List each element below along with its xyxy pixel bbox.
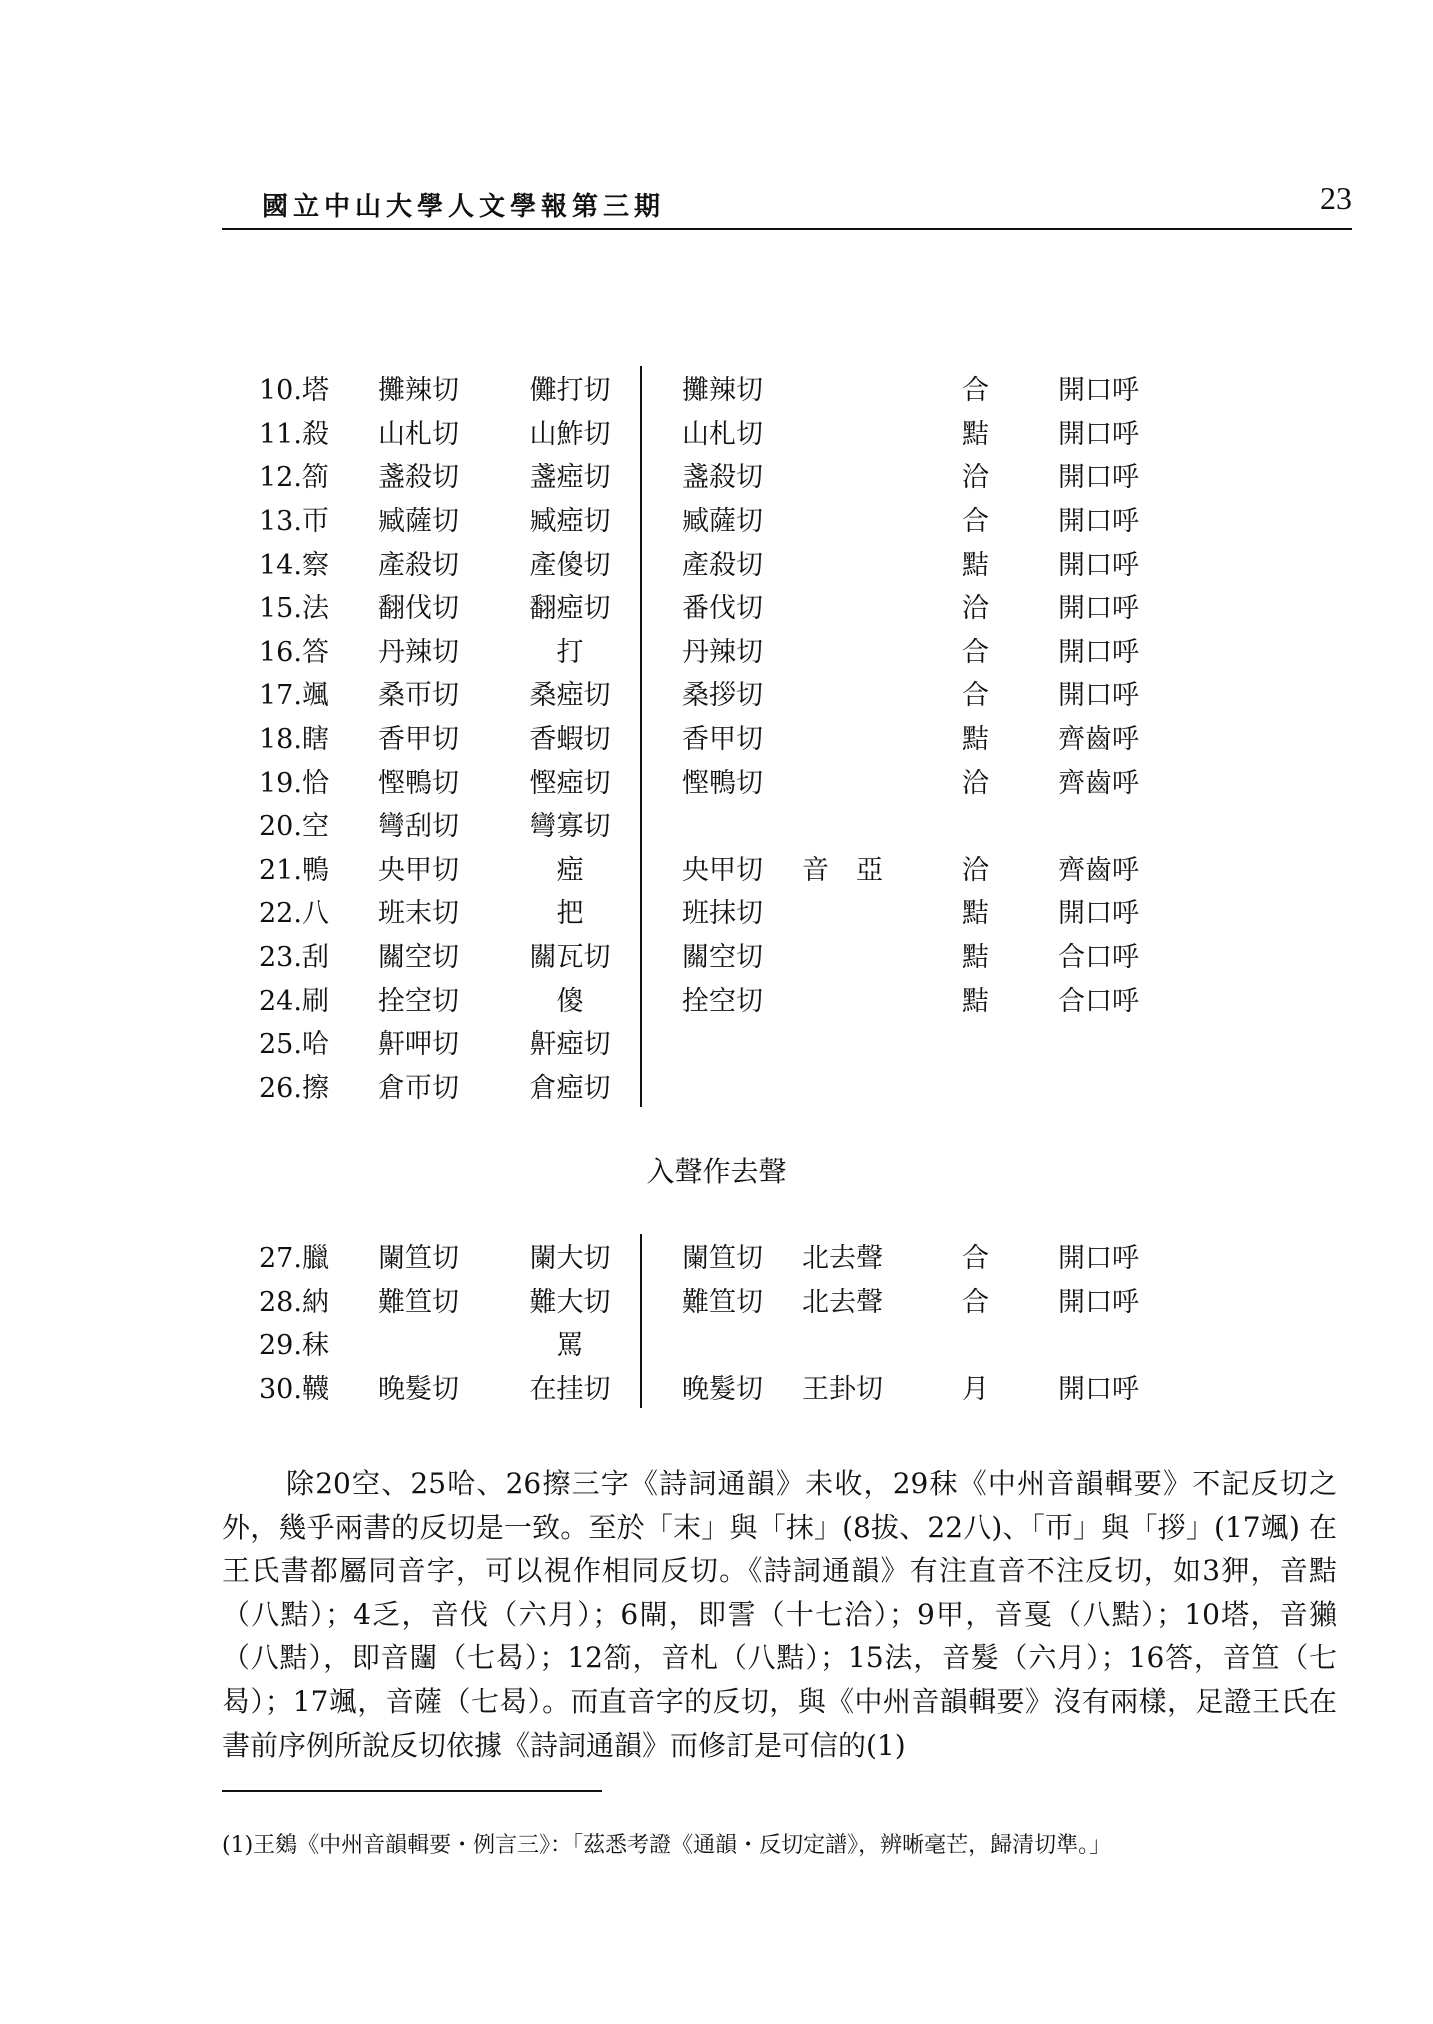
cell-note <box>802 1064 962 1108</box>
cell-no: 26.擦 <box>259 1072 329 1104</box>
cell-rhyme: 合 <box>962 1286 989 1318</box>
cell-wf: 臧薩切 <box>682 506 763 538</box>
cell-note <box>802 366 962 410</box>
cell-note <box>802 497 962 541</box>
cell-no: 25.哈 <box>259 1029 329 1061</box>
cell-wf: 香甲切 <box>682 724 763 756</box>
cell-wf <box>682 1064 802 1108</box>
cell-no: 21.鴨 <box>259 854 329 886</box>
cell-f2: 關瓦切 <box>496 933 641 977</box>
table-row <box>255 410 1198 454</box>
table-row <box>255 933 1198 977</box>
journal-title: 國立中山大學人文學報第三期 <box>262 192 666 222</box>
cell-f1: 慳鴨切 <box>378 767 459 799</box>
table-row <box>255 1278 1198 1322</box>
cell-no: 16.答 <box>259 636 329 668</box>
cell-no: 10.塔 <box>259 375 329 407</box>
cell-f2: 打 <box>496 628 641 672</box>
page-number: 23 <box>1320 180 1352 216</box>
column-gap <box>641 802 682 846</box>
cell-wf <box>682 1020 802 1064</box>
cell-hu: 開口呼 <box>1058 680 1139 712</box>
cell-f2: 罵 <box>496 1321 641 1365</box>
table-row <box>255 802 1198 846</box>
cell-rhyme: 洽 <box>962 767 989 799</box>
cell-rhyme: 合 <box>962 1243 989 1275</box>
column-gap <box>641 976 682 1020</box>
cell-no: 24.刷 <box>259 985 329 1017</box>
paragraph-text: 除20空、25哈、26擦三字《詩詞通韻》未收，29秣《中州音韻輯要》不記反切之外，幾乎兩書的反切是一致。至於「末」與「抹」(8拔、22八)、「帀」與「拶」(17颯) 在王氏書都屬同音字，可以視作相同反切。《詩詞通韻》有注直音不注反切，如3狎，音黠（八黠）；4乏，音伐（六月）；6閘，即霅（十七洽）；9甲，音戛（八黠）；10塔，音獺（八黠），即音闥（七曷）；12箚，音札（八黠）；15法，音髮（六月）；16答，音笪（七曷）；17颯，音薩（七曷）。而直音字的反切，與《中州音韻輯要》沒有兩樣，足證王氏在書前序例所說反切依據《詩詞通韻》而修訂是可信的(1) <box>222 1467 1337 1762</box>
cell-note: 音 亞 <box>802 854 883 886</box>
cell-f2: 桑瘂切 <box>496 671 641 715</box>
cell-wf <box>682 802 802 846</box>
cell-hu <box>1058 802 1198 846</box>
cell-no: 20.空 <box>259 811 329 843</box>
cell-hu: 開口呼 <box>1058 418 1139 450</box>
table-row <box>255 671 1198 715</box>
column-gap <box>641 1278 682 1322</box>
cell-rhyme: 黠 <box>962 985 989 1017</box>
cell-f1: 央甲切 <box>378 854 459 886</box>
cell-f1: 山札切 <box>378 418 459 450</box>
column-gap <box>641 758 682 802</box>
column-gap <box>641 410 682 454</box>
footnote-rule <box>222 1790 602 1792</box>
cell-rhyme <box>962 1064 1058 1108</box>
table-row <box>255 366 1198 410</box>
cell-wf: 產殺切 <box>682 549 763 581</box>
table-row <box>255 1365 1198 1409</box>
column-gap <box>641 715 682 759</box>
column-gap <box>641 1365 682 1409</box>
column-gap <box>641 1020 682 1064</box>
cell-note <box>802 933 962 977</box>
cell-no: 27.臘 <box>259 1243 329 1275</box>
body-paragraph <box>222 1462 1337 1767</box>
cell-f1: 晚髮切 <box>378 1374 459 1406</box>
running-header <box>222 180 1352 232</box>
cell-f1: 闌笪切 <box>378 1243 459 1275</box>
section-title: 入聲作去聲 <box>646 1155 787 1188</box>
column-gap <box>641 540 682 584</box>
cell-wf: 難笪切 <box>682 1286 763 1318</box>
cell-hu: 齊齒呼 <box>1058 724 1139 756</box>
cell-hu <box>1058 1064 1198 1108</box>
cell-f2: 翻瘂切 <box>496 584 641 628</box>
table-row <box>255 628 1198 672</box>
column-gap <box>641 628 682 672</box>
cell-no: 29.秣 <box>259 1330 329 1362</box>
cell-note <box>802 410 962 454</box>
cell-no: 19.恰 <box>259 767 329 799</box>
cell-note <box>802 1020 962 1064</box>
cell-no: 22.八 <box>259 898 329 930</box>
cell-f2: 難大切 <box>496 1278 641 1322</box>
column-gap <box>641 889 682 933</box>
cell-f2: 香蝦切 <box>496 715 641 759</box>
cell-f1 <box>374 1321 496 1365</box>
cell-hu: 開口呼 <box>1058 1286 1139 1318</box>
cell-rhyme: 黠 <box>962 898 989 930</box>
cell-f1: 產殺切 <box>378 549 459 581</box>
cell-hu: 開口呼 <box>1058 593 1139 625</box>
cell-f1: 拴空切 <box>378 985 459 1017</box>
table-row <box>255 715 1198 759</box>
cell-no: 14.察 <box>259 549 329 581</box>
cell-f1: 臧薩切 <box>378 506 459 538</box>
cell-wf: 慳鴨切 <box>682 767 763 799</box>
header-rule <box>222 228 1352 230</box>
cell-f1: 鼾呷切 <box>378 1029 459 1061</box>
cell-f1: 丹辣切 <box>378 636 459 668</box>
cell-rhyme: 合 <box>962 636 989 668</box>
cell-hu <box>1058 1321 1198 1365</box>
cell-hu: 合口呼 <box>1058 985 1139 1017</box>
column-gap <box>641 497 682 541</box>
cell-f2: 把 <box>496 889 641 933</box>
cell-wf: 桑拶切 <box>682 680 763 712</box>
cell-wf: 丹辣切 <box>682 636 763 668</box>
fanqie-table-ru-as-qu <box>255 1234 1198 1408</box>
cell-f2: 在挂切 <box>496 1365 641 1409</box>
table-row <box>255 1020 1198 1064</box>
cell-wf: 番伐切 <box>682 593 763 625</box>
table-row <box>255 758 1198 802</box>
cell-f1: 桑帀切 <box>378 680 459 712</box>
cell-f2: 慳瘂切 <box>496 758 641 802</box>
cell-hu: 合口呼 <box>1058 942 1139 974</box>
footnote: (1)王鵕《中州音韻輯要・例言三》：「茲悉考證《通韻・反切定譜》，辨晰毫芒，歸清切準。」 <box>222 1833 1112 1858</box>
cell-rhyme: 黠 <box>962 418 989 450</box>
cell-f2: 儺打切 <box>496 366 641 410</box>
cell-f2: 鼾瘂切 <box>496 1020 641 1064</box>
cell-wf: 晚髮切 <box>682 1374 763 1406</box>
cell-f2: 倉瘂切 <box>496 1064 641 1108</box>
cell-hu: 開口呼 <box>1058 549 1139 581</box>
cell-rhyme: 洽 <box>962 462 989 494</box>
cell-no: 18.瞎 <box>259 724 329 756</box>
cell-no: 12.箚 <box>259 462 329 494</box>
column-gap <box>641 453 682 497</box>
cell-note: 北去聲 <box>802 1286 883 1318</box>
cell-f2: 產傻切 <box>496 540 641 584</box>
cell-note: 王卦切 <box>802 1374 883 1406</box>
cell-wf: 山札切 <box>682 418 763 450</box>
cell-hu: 齊齒呼 <box>1058 767 1139 799</box>
column-gap <box>641 1234 682 1278</box>
cell-no: 13.帀 <box>259 506 329 538</box>
table-row <box>255 976 1198 1020</box>
cell-f1: 彎刮切 <box>378 811 459 843</box>
cell-f2: 山鮓切 <box>496 410 641 454</box>
cell-rhyme <box>962 1020 1058 1064</box>
cell-f2: 臧瘂切 <box>496 497 641 541</box>
cell-wf: 拴空切 <box>682 985 763 1017</box>
cell-note <box>802 758 962 802</box>
fanqie-table-ru-as-ping <box>255 366 1198 1107</box>
cell-rhyme: 月 <box>962 1374 989 1406</box>
cell-note <box>802 889 962 933</box>
cell-rhyme: 黠 <box>962 942 989 974</box>
cell-f1: 關空切 <box>378 942 459 974</box>
cell-note <box>802 540 962 584</box>
cell-wf <box>682 1321 802 1365</box>
cell-note <box>802 584 962 628</box>
cell-wf: 攤辣切 <box>682 375 763 407</box>
cell-rhyme: 合 <box>962 680 989 712</box>
cell-hu: 開口呼 <box>1058 506 1139 538</box>
column-gap <box>641 366 682 410</box>
cell-wf: 闌笪切 <box>682 1243 763 1275</box>
cell-wf: 關空切 <box>682 942 763 974</box>
cell-hu: 齊齒呼 <box>1058 854 1139 886</box>
cell-wf: 班抹切 <box>682 898 763 930</box>
cell-no: 30.韈 <box>259 1374 329 1406</box>
table-row <box>255 497 1198 541</box>
cell-f1: 攤辣切 <box>378 375 459 407</box>
table-row <box>255 1234 1198 1278</box>
cell-hu <box>1058 1020 1198 1064</box>
cell-f2: 闌大切 <box>496 1234 641 1278</box>
column-gap <box>641 846 682 890</box>
cell-hu: 開口呼 <box>1058 375 1139 407</box>
cell-no: 28.納 <box>259 1286 329 1318</box>
cell-f2: 傻 <box>496 976 641 1020</box>
cell-note <box>802 976 962 1020</box>
cell-hu: 開口呼 <box>1058 898 1139 930</box>
cell-f1: 翻伐切 <box>378 593 459 625</box>
cell-note <box>802 715 962 759</box>
cell-note: 北去聲 <box>802 1243 883 1275</box>
cell-hu: 開口呼 <box>1058 1374 1139 1406</box>
table-row <box>255 540 1198 584</box>
cell-rhyme: 合 <box>962 506 989 538</box>
cell-rhyme: 黠 <box>962 549 989 581</box>
cell-wf: 盞殺切 <box>682 462 763 494</box>
cell-f1: 香甲切 <box>378 724 459 756</box>
table-row <box>255 584 1198 628</box>
cell-f1: 盞殺切 <box>378 462 459 494</box>
cell-f1: 難笪切 <box>378 1286 459 1318</box>
table-row <box>255 453 1198 497</box>
cell-hu: 開口呼 <box>1058 1243 1139 1275</box>
cell-f2: 瘂 <box>496 846 641 890</box>
cell-wf: 央甲切 <box>682 854 763 886</box>
cell-f2: 彎寡切 <box>496 802 641 846</box>
cell-note <box>802 1321 962 1365</box>
cell-hu: 開口呼 <box>1058 636 1139 668</box>
column-gap <box>641 1064 682 1108</box>
cell-rhyme: 洽 <box>962 854 989 886</box>
cell-rhyme <box>962 1321 1058 1365</box>
cell-note <box>802 453 962 497</box>
cell-no: 17.颯 <box>259 680 329 712</box>
cell-note <box>802 671 962 715</box>
cell-rhyme <box>962 802 1058 846</box>
cell-rhyme: 合 <box>962 375 989 407</box>
cell-f1: 班末切 <box>378 898 459 930</box>
cell-note <box>802 802 962 846</box>
cell-hu: 開口呼 <box>1058 462 1139 494</box>
cell-rhyme: 洽 <box>962 593 989 625</box>
cell-no: 23.刮 <box>259 942 329 974</box>
table-row <box>255 1321 1198 1365</box>
cell-no: 11.殺 <box>259 418 329 450</box>
cell-f2: 盞瘂切 <box>496 453 641 497</box>
column-gap <box>641 1321 682 1365</box>
table-row <box>255 1064 1198 1108</box>
cell-note <box>802 628 962 672</box>
table-row <box>255 889 1198 933</box>
cell-no: 15.法 <box>259 593 329 625</box>
cell-rhyme: 黠 <box>962 724 989 756</box>
column-gap <box>641 933 682 977</box>
cell-f1: 倉帀切 <box>378 1072 459 1104</box>
column-gap <box>641 584 682 628</box>
column-gap <box>641 671 682 715</box>
table-row <box>255 846 1198 890</box>
